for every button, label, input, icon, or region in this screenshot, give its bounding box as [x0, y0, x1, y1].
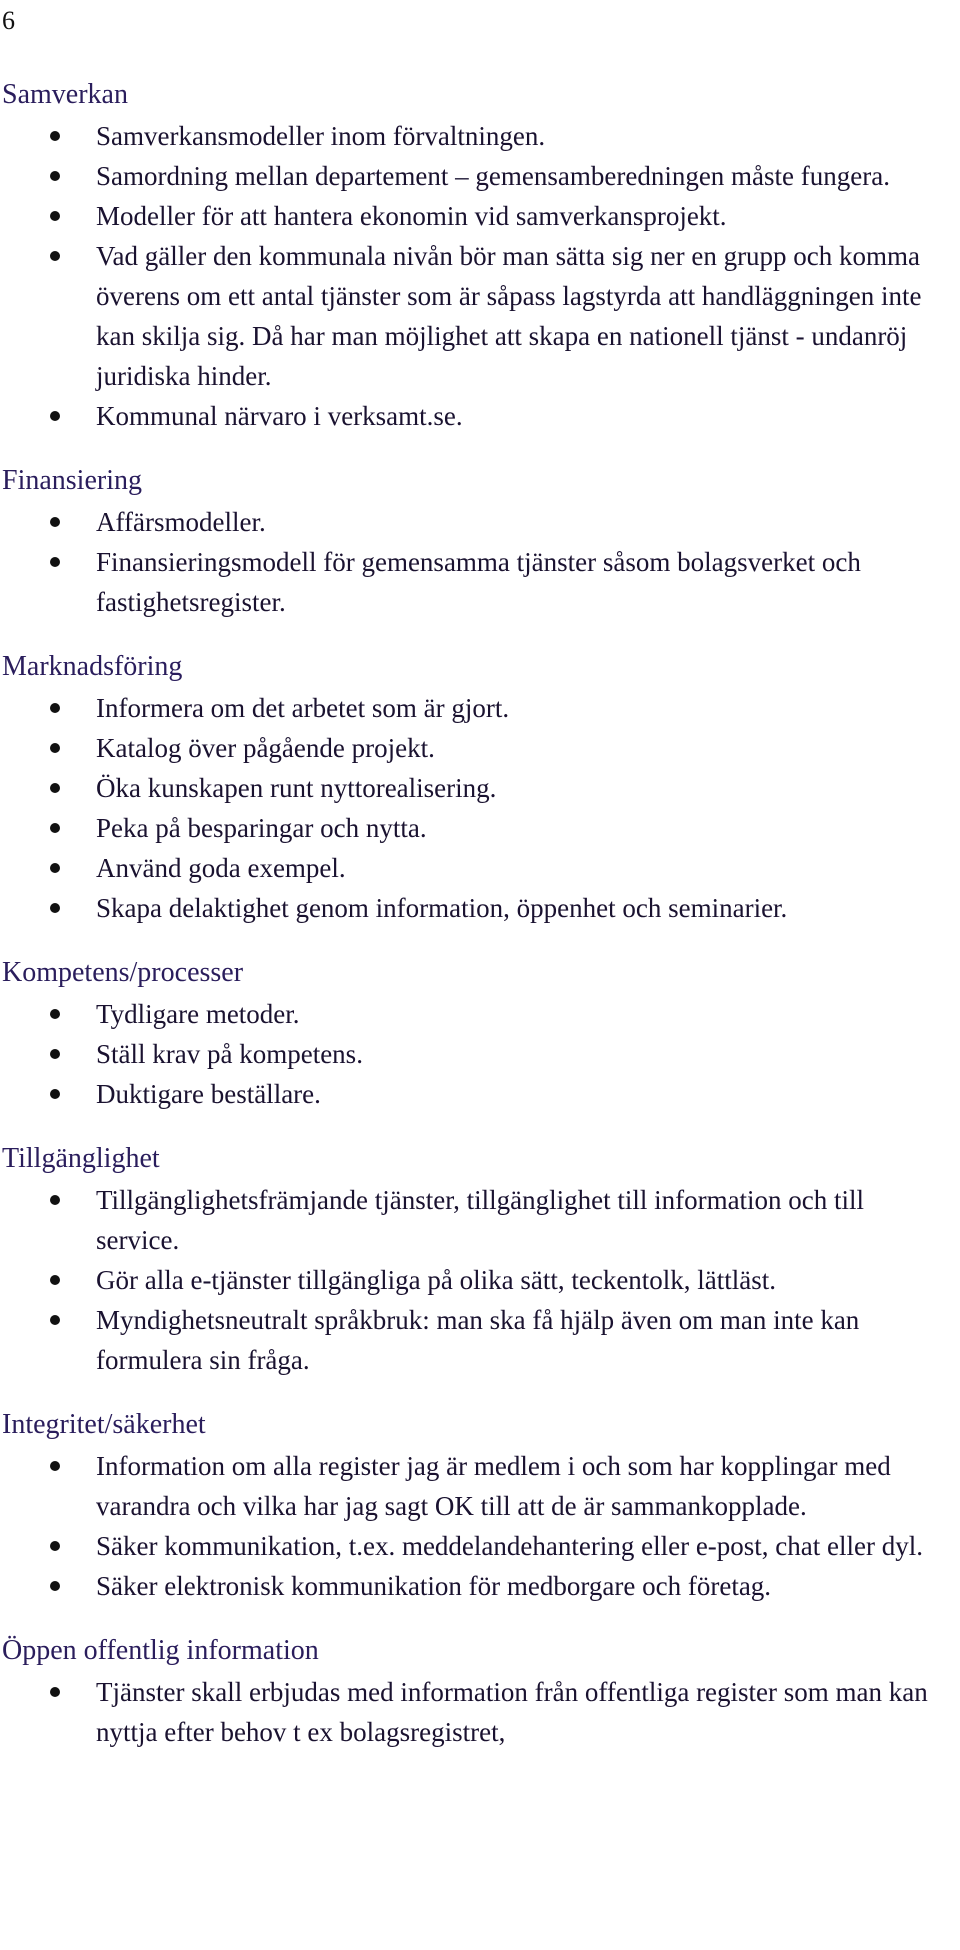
list-item: Ställ krav på kompetens.	[2, 1034, 952, 1074]
list-item: Vad gäller den kommunala nivån bör man sätta sig ner en grupp och komma överens om ett antal tjänster som är såpass lagstyrda att handläggningen inte kan skilja sig. Då har man möjlighet att skapa en nationell tjänst - undanröj juridiska hinder.	[2, 236, 952, 396]
section-samverkan	[2, 76, 952, 436]
list-item: Duktigare beställare.	[2, 1074, 952, 1114]
list-item: Modeller för att hantera ekonomin vid samverkansprojekt.	[2, 196, 952, 236]
list-item: Myndighetsneutralt språkbruk: man ska få hjälp även om man inte kan formulera sin fråga.	[2, 1300, 952, 1380]
list-item: Säker kommunikation, t.ex. meddelandehantering eller e-post, chat eller dyl.	[2, 1526, 952, 1566]
section-heading: Finansiering	[2, 465, 142, 496]
bullet-list	[2, 1180, 952, 1380]
section-kompetens-processer	[2, 954, 952, 1114]
section-heading: Kompetens/processer	[2, 957, 244, 988]
list-item: Peka på besparingar och nytta.	[2, 808, 952, 848]
bullet-list	[2, 994, 952, 1114]
section-heading: Öppen offentlig information	[2, 1635, 319, 1666]
section-integritet-sakerhet	[2, 1406, 952, 1606]
section-heading: Tillgänglighet	[2, 1143, 160, 1174]
bullet-list	[2, 1446, 952, 1606]
list-item: Tillgänglighetsfrämjande tjänster, tillgänglighet till information och till service.	[2, 1180, 952, 1260]
section-tillganglighet	[2, 1140, 952, 1380]
list-item: Information om alla register jag är medlem i och som har kopplingar med varandra och vilka har jag sagt OK till att de är sammankopplade.	[2, 1446, 952, 1526]
list-item: Katalog över pågående projekt.	[2, 728, 952, 768]
bullet-list	[2, 502, 952, 622]
section-oppen-offentlig-information	[2, 1632, 952, 1752]
list-item: Tjänster skall erbjudas med information från offentliga register som man kan nyttja efter behov t ex bolagsregistret,	[2, 1672, 952, 1752]
document-body	[2, 76, 952, 1778]
section-heading: Integritet/säkerhet	[2, 1409, 206, 1440]
list-item: Informera om det arbetet som är gjort.	[2, 688, 952, 728]
section-heading: Marknadsföring	[2, 651, 183, 682]
section-heading: Samverkan	[2, 79, 128, 110]
list-item: Använd goda exempel.	[2, 848, 952, 888]
list-item: Finansieringsmodell för gemensamma tjänster såsom bolagsverket och fastighetsregister.	[2, 542, 952, 622]
section-marknadsforing	[2, 648, 952, 928]
list-item: Kommunal närvaro i verksamt.se.	[2, 396, 952, 436]
list-item: Öka kunskapen runt nyttorealisering.	[2, 768, 952, 808]
section-finansiering	[2, 462, 952, 622]
bullet-list	[2, 1672, 952, 1752]
list-item: Samordning mellan departement – gemensamberedningen måste fungera.	[2, 156, 952, 196]
list-item: Tydligare metoder.	[2, 994, 952, 1034]
list-item: Affärsmodeller.	[2, 502, 952, 542]
page-number: 6	[2, 6, 15, 35]
bullet-list	[2, 688, 952, 928]
list-item: Samverkansmodeller inom förvaltningen.	[2, 116, 952, 156]
list-item: Skapa delaktighet genom information, öppenhet och seminarier.	[2, 888, 952, 928]
list-item: Säker elektronisk kommunikation för medborgare och företag.	[2, 1566, 952, 1606]
bullet-list	[2, 116, 952, 436]
list-item: Gör alla e-tjänster tillgängliga på olika sätt, teckentolk, lättläst.	[2, 1260, 952, 1300]
